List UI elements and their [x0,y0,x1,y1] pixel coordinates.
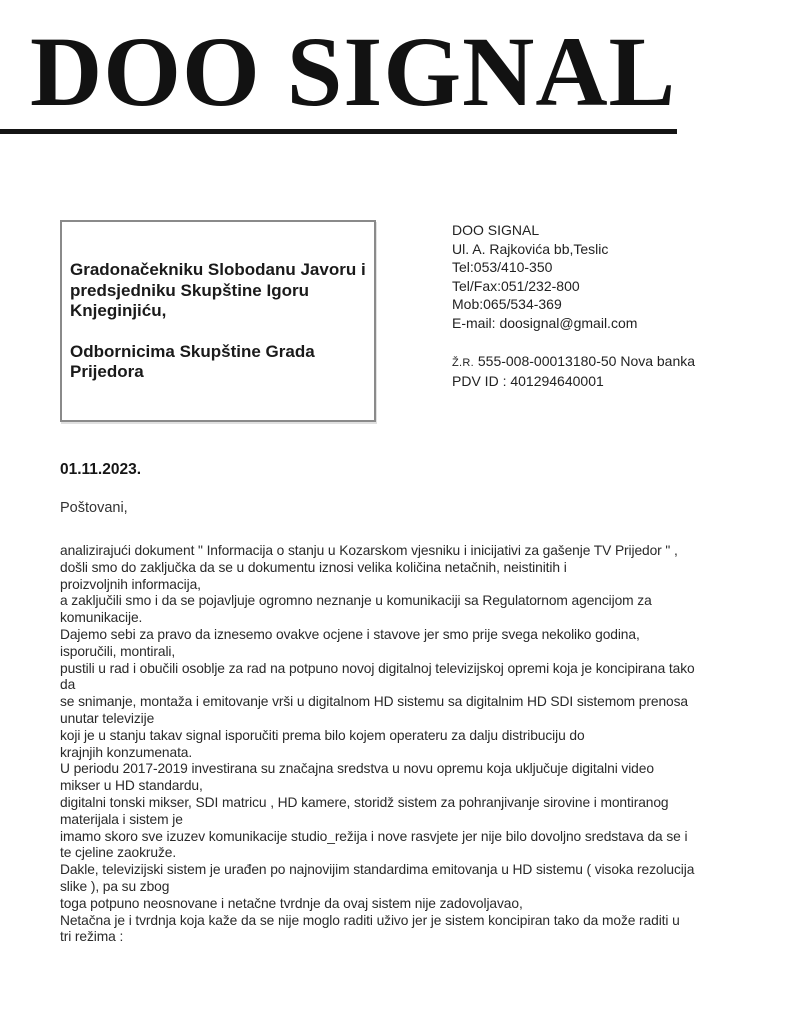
sender-phone: Tel:053/410-350 [452,259,553,276]
letter-date: 01.11.2023. [60,461,142,478]
body-line: tri režima : [60,929,124,945]
sender-company-name: DOO SIGNAL [452,222,540,238]
recipient-address-box [60,220,376,422]
recipient-line: Odbornicima Skupštine Grada Prijedora [70,341,315,381]
masthead-underline-rule [0,129,677,134]
body-line: mikser u HD standardu, [60,778,203,794]
body-line: da [60,677,76,693]
body-line: komunikacije. [60,610,143,626]
salutation: Poštovani, [60,500,128,516]
body-line: Netačna je i tvrdnja koja kaže da se nije moglo raditi uživo jer je sistem koncipiran tako da može raditi u [60,912,680,928]
body-line: digitalni tonski mikser, SDI matricu , HD kamere, storidž sistem za pohranjivanje sirovine i montiranog [60,794,669,810]
company-masthead-title: DOO SIGNAL [30,16,677,127]
body-line: imamo skoro sve izuzev komunikacije studio_režija i nove rasvjete jer nije bilo dovoljno sredstava da se i [60,828,688,844]
body-line: a zaključili smo i da se pojavljuje ogromno neznanje u komunikaciji sa Regulatornom agencijom za [60,593,652,609]
recipient-line: predsjedniku Skupštine Igoru Knjeginjiću, [70,280,309,320]
sender-address: Ul. A. Rajkovića bb,Teslic [452,240,609,257]
bank-account-prefix: Ž.R. [452,356,474,369]
body-line: isporučili, montirali, [60,643,176,659]
body-line: Dajemo sebi za pravo da iznesemo ovakve ocjene i stavove jer smo prije svega nekoliko godina, [60,626,640,642]
recipient-line: Gradonačekniku Slobodanu Javoru i [70,260,366,279]
body-line: Dakle, televizijski sistem je urađen po najnovijim standardima emitovanja u HD sistemu ( visoka rezolucija [60,862,695,878]
body-line: proizvoljnih informacija, [60,576,201,592]
sender-block-spacer [452,333,695,352]
body-line: došli smo do zaključka da se u dokumentu iznosi velika količina netačnih, neistinitih i [60,559,567,575]
body-line: koji je u stanju takav signal isporučiti prema bilo kojem operateru za dalju distribuciju do [60,727,585,743]
bank-account-number: 555-008-00013180-50 Nova banka [473,352,696,369]
body-line: materijala i sistem je [60,811,183,827]
body-line: toga potpuno neosnovane i netačne tvrdnje da ovaj sistem nije zadovoljavao, [60,895,523,911]
sender-bank-account [452,352,695,373]
sender-telfax: Tel/Fax:051/232-800 [452,277,580,294]
body-line: pustili u rad i obučili osoblje za rad na potpuno novoj digitalnoj televizijskoj opremi koja je koncipirana tako [60,660,695,676]
body-line: analizirajući dokument " Informacija o stanju u Kozarskom vjesniku i inicijativi za gašenje TV Prijedor " , [60,543,678,558]
sender-email: E-mail: doosignal@gmail.com [452,314,638,331]
body-line: krajnjih konzumenata. [60,744,193,760]
body-line: slike ), pa su zbog [60,878,170,894]
sender-contact-block [452,221,695,391]
body-line: se snimanje, montaža i emitovanje vrši u digitalnom HD sistemu sa digitalnim HD SDI sistemom prenosa [60,694,688,710]
body-line: U periodu 2017-2019 investirana su značajna sredstva u novu opremu koja uključuje digitalni video [60,761,654,777]
body-line: te cjeline zaokruže. [60,845,177,861]
letter-body [60,543,750,946]
body-line: unutar televizije [60,710,155,726]
sender-pdv-id: PDV ID : 401294640001 [452,373,604,390]
sender-mobile: Mob:065/534-369 [452,296,562,313]
